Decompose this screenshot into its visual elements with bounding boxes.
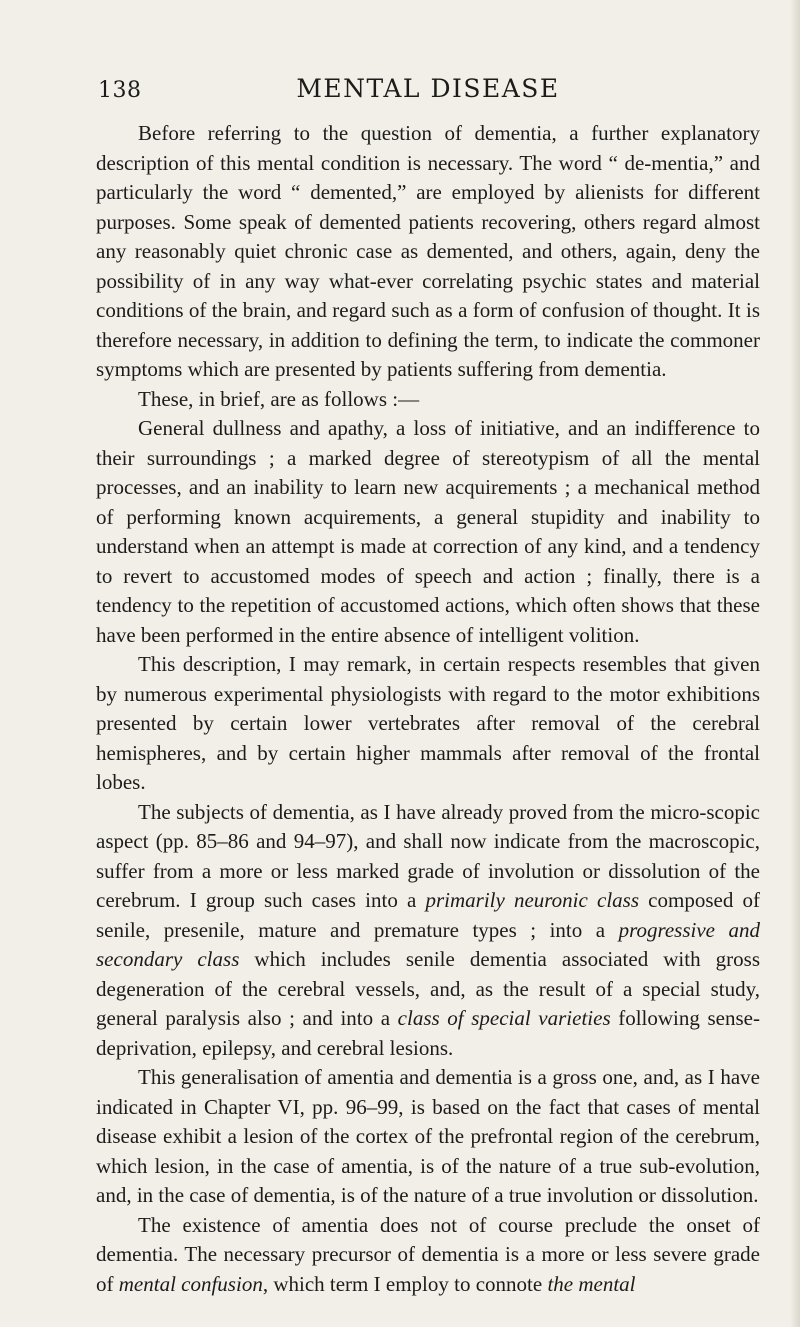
paragraph: [96, 414, 760, 650]
paragraph: [96, 798, 760, 1064]
page-edge-shadow: [790, 0, 800, 1327]
body-text: [96, 119, 760, 1299]
text-run: This description, I may remark, in certain respects resembles that given by numerous experimental physiologists with regard to the motor exhibitions presented by certain lower vertebrates after removal of the cerebral hemispheres, and by certain higher mammals after removal of the frontal lobes.: [96, 652, 760, 794]
paragraph: [96, 1063, 760, 1211]
text-run: which includes senile dementia associated with gross degeneration of the cerebral vessels, and, as the result of a special study, general paralysis also ; and into a: [96, 947, 760, 1030]
paragraph: [96, 385, 760, 415]
italic-phrase: progressive and secondary class: [96, 917, 760, 971]
text-run: following sense-deprivation, epilepsy, and cerebral lesions.: [96, 1006, 760, 1060]
text-run: The subjects of dementia, as I have already proved from the micro-scopic aspect (pp. 85–86 and 94–97), and shall now indicate from the macroscopic, suffer from a more or less marked grade of involution or dissolution of the cerebrum. I group such cases into a: [96, 799, 760, 912]
text-run: General dullness and apathy, a loss of initiative, and an indifference to their surroundings ; a marked degree of stereotypism of all the mental processes, and an inability to learn new acquirements ; a mechanical method of performing known acquirements, a general stupidity and inability to understand when an attempt is made at correction of any kind, and a tendency to revert to accustomed modes of speech and action ; finally, there is a tendency to the repetition of accustomed actions, which often shows that these have been performed in the entire absence of intelligent volition.: [96, 416, 760, 647]
text-run: Before referring to the question of dementia, a further explanatory description of this mental condition is necessary. The word “ de-mentia,” and particularly the word “ demented,” are employed by alienists for different purposes. Some speak of demented patients recovering, others regard almost any reasonably quiet chronic case as demented, and others, again, deny the possibility of in any way what-ever correlating psychic states and material conditions of the brain, and regard such as a form of confusion of thought. It is therefore necessary, in addition to defining the term, to indicate the commoner symptoms which are presented by patients suffering from dementia.: [96, 121, 760, 381]
italic-phrase: class of special varieties: [397, 1006, 611, 1030]
text-run: These, in brief, are as follows :—: [138, 386, 420, 411]
text-run: composed of senile, presenile, mature and premature types ; into a: [96, 888, 760, 942]
running-title: MENTAL DISEASE: [296, 74, 560, 103]
paragraph: [96, 650, 760, 798]
paragraph: [96, 119, 760, 385]
text-run: This generalisation of amentia and dementia is a gross one, and, as I have indicated in Chapter VI, pp. 96–99, is based on the fact that cases of mental disease exhibit a lesion of the cortex of the prefrontal region of the cerebrum, which lesion, in the case of amentia, is of the nature of a true sub-evolution, and, in the case of dementia, is of the nature of a true involution or dissolution.: [96, 1065, 760, 1207]
italic-phrase: the mental: [547, 1271, 636, 1296]
text-run: The existence of amentia does not of course preclude the onset of dementia. The necessary precursor of dementia is a more or less severe grade of: [96, 1212, 760, 1296]
italic-phrase: primarily neuronic class: [425, 888, 640, 912]
paragraph: [96, 1211, 760, 1300]
page-number: 138: [98, 78, 142, 103]
text-run: , which term I employ to connote: [262, 1271, 548, 1296]
italic-phrase: mental confusion: [118, 1271, 263, 1296]
page-header: [98, 70, 758, 110]
